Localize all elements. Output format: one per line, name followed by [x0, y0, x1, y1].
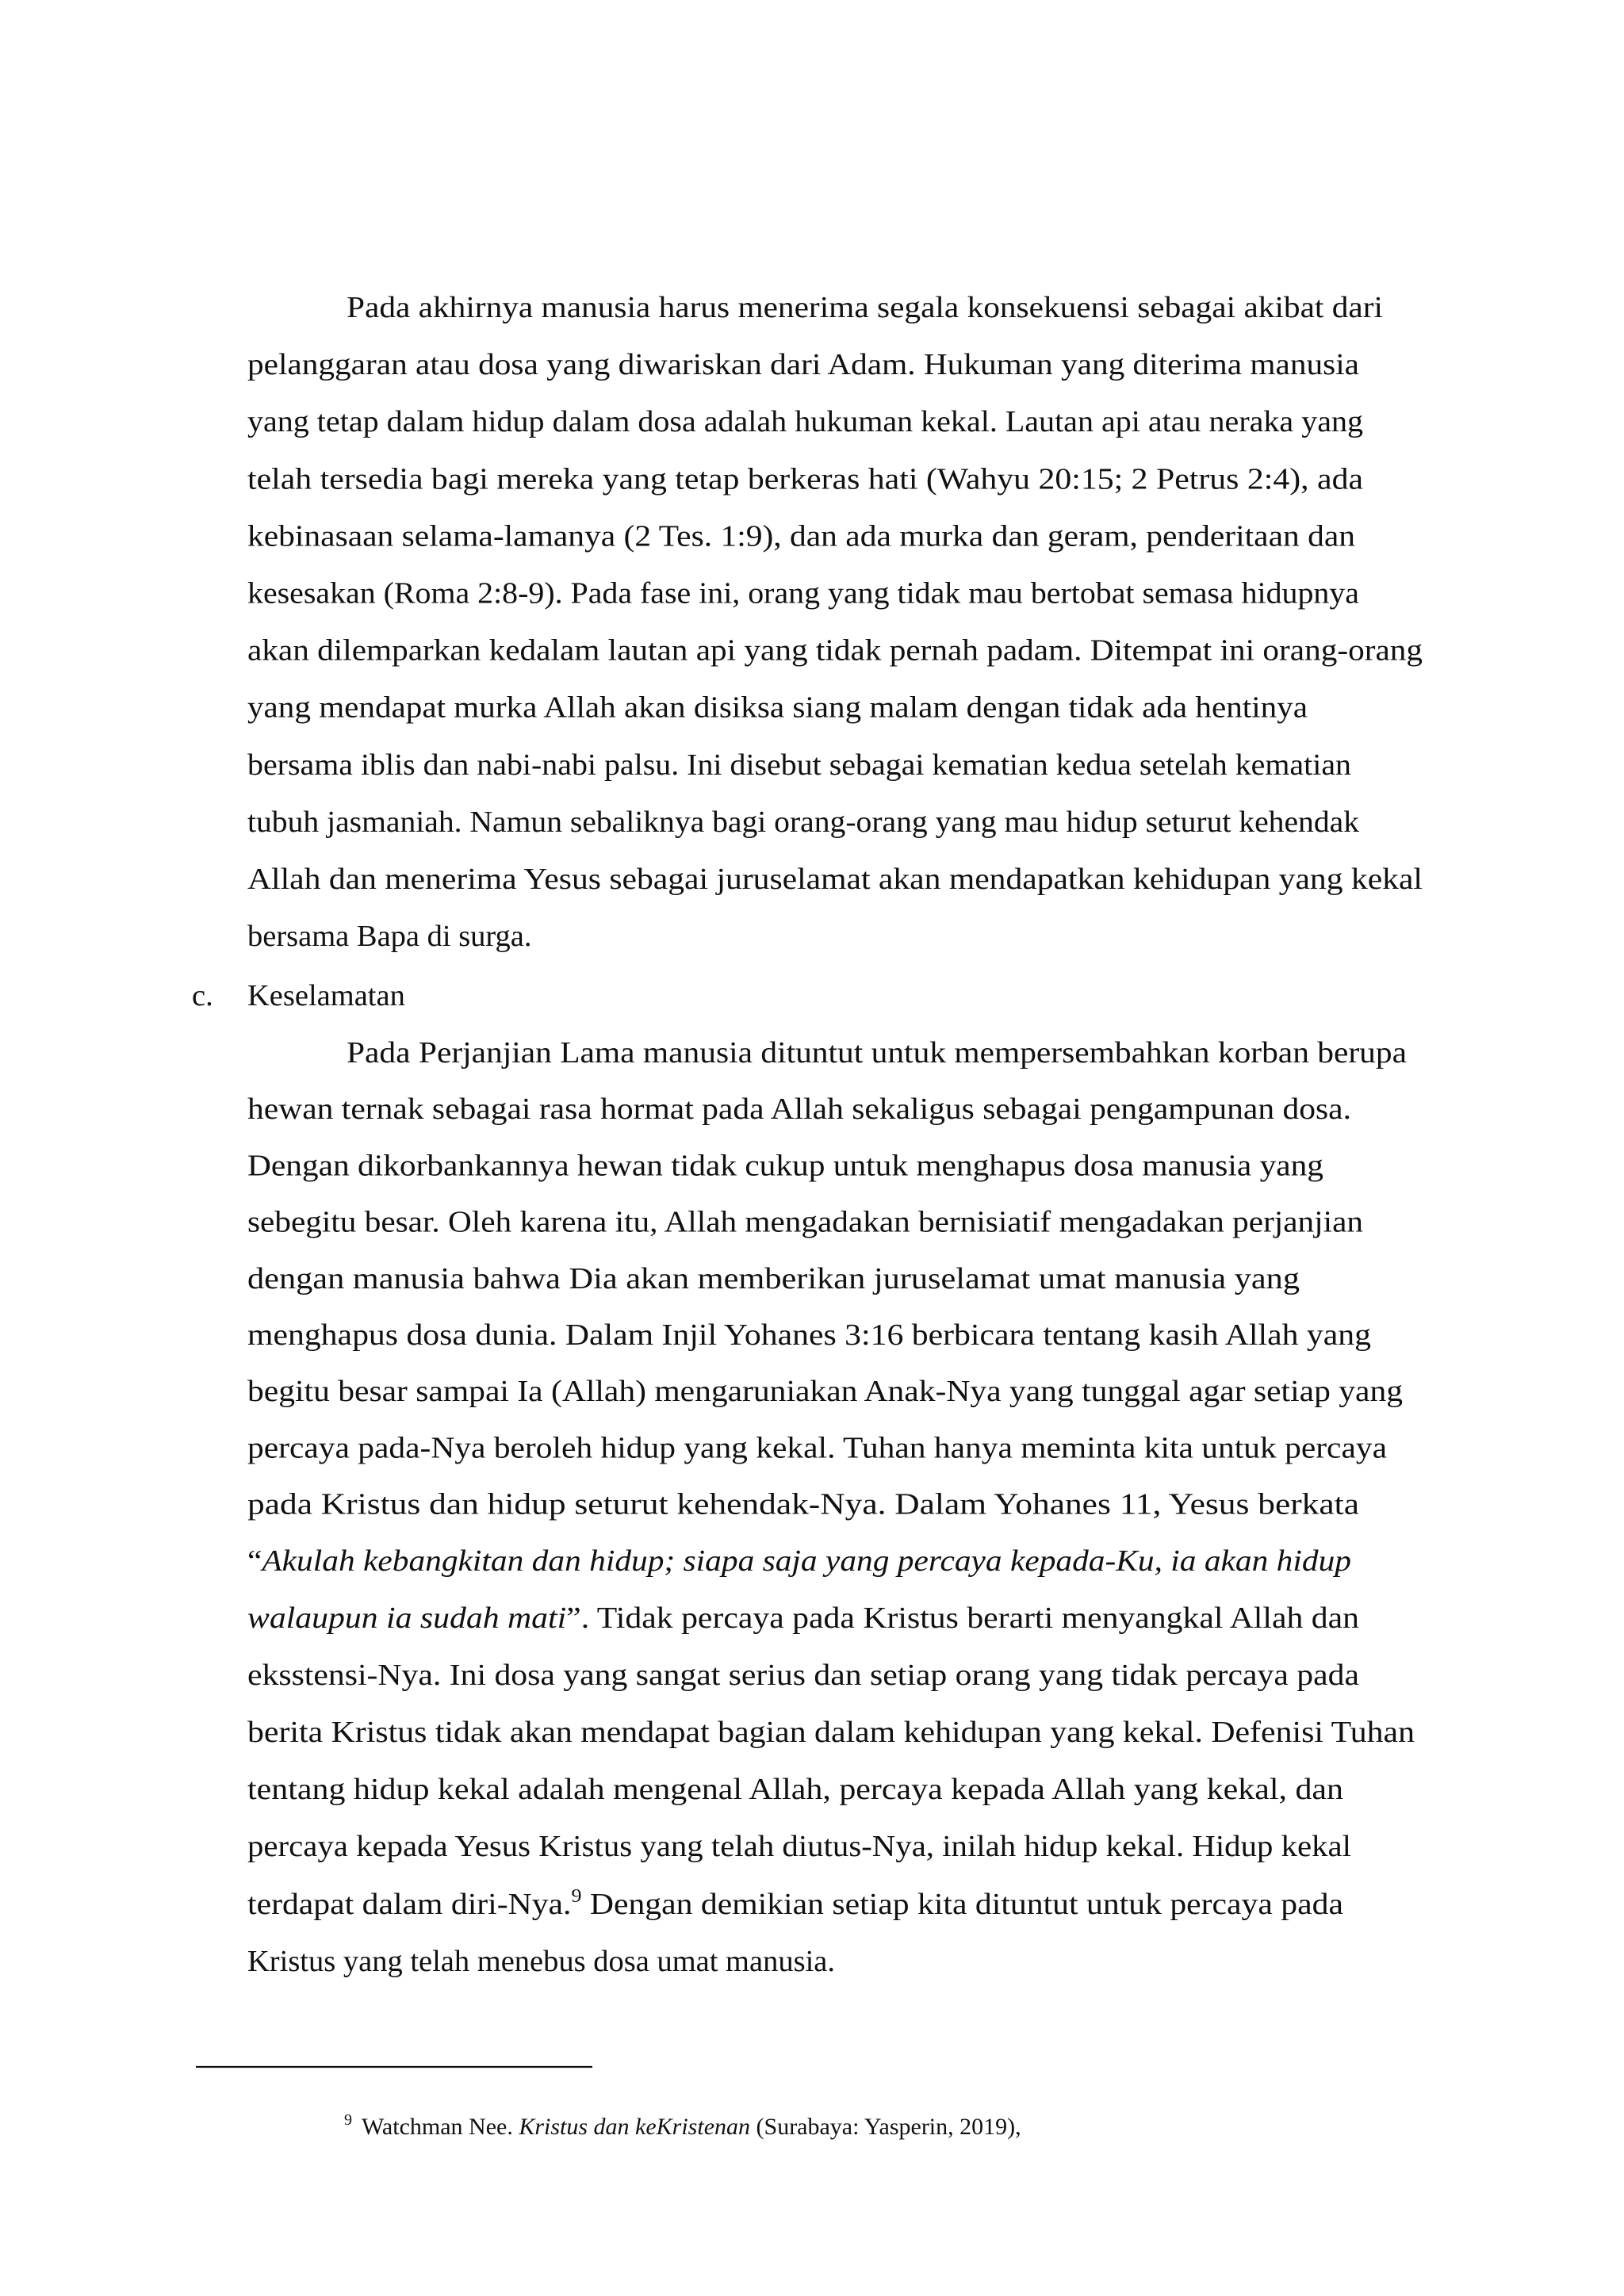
paragraph-1-line-7: akan dilemparkan kedalam lautan api yang tidak pernah padam. Ditempat ini orang-orang [247, 633, 1423, 668]
paragraph-2 [247, 1036, 1407, 1521]
paragraph-2-line-9: pada Kristus dan hidup seturut kehendak-Nya. Dalam Yohanes 11, Yesus berkata [247, 1487, 1359, 1521]
paragraph-1-line-6: kesesakan (Roma 2:8-9). Pada fase ini, orang yang tidak mau bertobat semasa hidupnya [247, 576, 1359, 610]
paragraph-1-line-10: tubuh jasmaniah. Namun sebaliknya bagi orang-orang yang mau hidup seturut kehendak [247, 805, 1360, 839]
paragraph-1-line-4: telah tersedia bagi mereka yang tetap berkeras hati (Wahyu 20:15; 2 Petrus 2:4), ada [247, 462, 1363, 496]
paragraph-2-line-5: dengan manusia bahwa Dia akan memberikan juruselamat umat manusia yang [247, 1261, 1300, 1295]
paragraph-1-line-5: kebinasaan selama-lamanya (2 Tes. 1:9), dan ada murka dan geram, penderitaan dan [247, 519, 1355, 553]
footnote-text: Watchman Nee. Kristus dan keKristenan (Surabaya: Yasperin, 2019), [362, 2114, 1021, 2140]
paragraph-2b-line-3: tentang hidup kekal adalah mengenal Allah, percaya kepada Allah yang kekal, dan [247, 1773, 1344, 1806]
paragraph-2b-line-1: eksstensi-Nya. Ini dosa yang sangat serius dan setiap orang yang tidak percaya pada [247, 1659, 1359, 1692]
paragraph-1-line-1: Pada akhirnya manusia harus menerima segala konsekuensi sebagai akibat dari [347, 291, 1383, 324]
paragraph-2b-line-2: berita Kristus tidak akan mendapat bagian dalam kehidupan yang kekal. Defenisi Tuhan [247, 1716, 1415, 1749]
footnote-number: 9 [344, 2111, 352, 2129]
quote-line-1: “Akulah kebangkitan dan hidup; siapa saja yang percaya kepada-Ku, ia akan hidup [247, 1544, 1275, 1578]
paragraph-2-line-7: begitu besar sampai Ia (Allah) mengaruniakan Anak-Nya yang tunggal agar setiap yang [247, 1375, 1403, 1409]
paragraph-2-line-4: sebegitu besar. Oleh karena itu, Allah mengadakan bernisiatif mengadakan perjanjian [247, 1205, 1363, 1239]
paragraph-2-line-2: hewan ternak sebagai rasa hormat pada Allah sekaligus sebagai pengampunan dosa. [247, 1093, 1351, 1127]
paragraph-1-line-3: yang tetap dalam hidup dalam dosa adalah hukuman kekal. Lautan api atau neraka yang [247, 405, 1363, 439]
paragraph-2-line-6: menghapus dosa dunia. Dalam Injil Yohanes 3:16 berbicara tentang kasih Allah yang [247, 1318, 1372, 1352]
paragraph-1-line-2: pelanggaran atau dosa yang diwariskan dari Adam. Hukuman yang diterima manusia [247, 348, 1359, 382]
paragraph-2-line-8: percaya pada-Nya beroleh hidup yang kekal. Tuhan hanya meminta kita untuk percaya [247, 1431, 1388, 1465]
paragraph-1-line-9: bersama iblis dan nabi-nabi palsu. Ini disebut sebagai kematian kedua setelah kematian [247, 748, 1351, 782]
footnote-ref-line: terdapat dalam diri-Nya. $^9$ Dengan demikian setiap kita dituntut untuk percaya pada [247, 1886, 1285, 1921]
paragraph-1-line-12: bersama Bapa di surga. [247, 920, 532, 954]
section-c-marker: c. [192, 979, 213, 1012]
footnote-ref-9: 9 [571, 1886, 581, 1907]
paragraph-1-line-8: yang mendapat murka Allah akan disiksa siang malam dengan tidak ada hentinya [247, 691, 1308, 725]
paragraph-2-line-3: Dengan dikorbankannya hewan tidak cukup untuk menghapus dosa manusia yang [247, 1149, 1323, 1183]
paragraph-1-line-11: Allah dan menerima Yesus sebagai juruselamat akan mendapatkan kehidupan yang kekal [247, 863, 1423, 896]
paragraph-2-line-1: Pada Perjanjian Lama manusia dituntut untuk mempersembahkan korban berupa [347, 1036, 1407, 1070]
last-line: Kristus yang telah menebus dosa umat manusia. [247, 1945, 835, 1978]
footnote-book-title: Kristus dan keKristenan [519, 2114, 751, 2140]
paragraph-2b-line-4: percaya kepada Yesus Kristus yang telah diutus-Nya, inilah hidup kekal. Hidup kekal [247, 1830, 1351, 1863]
section-c-heading: Keselamatan [247, 979, 405, 1012]
quote-line-2: walaupun ia sudah mati ”. Tidak percaya pada Kristus berarti menyangkal Allah dan [247, 1601, 1298, 1635]
